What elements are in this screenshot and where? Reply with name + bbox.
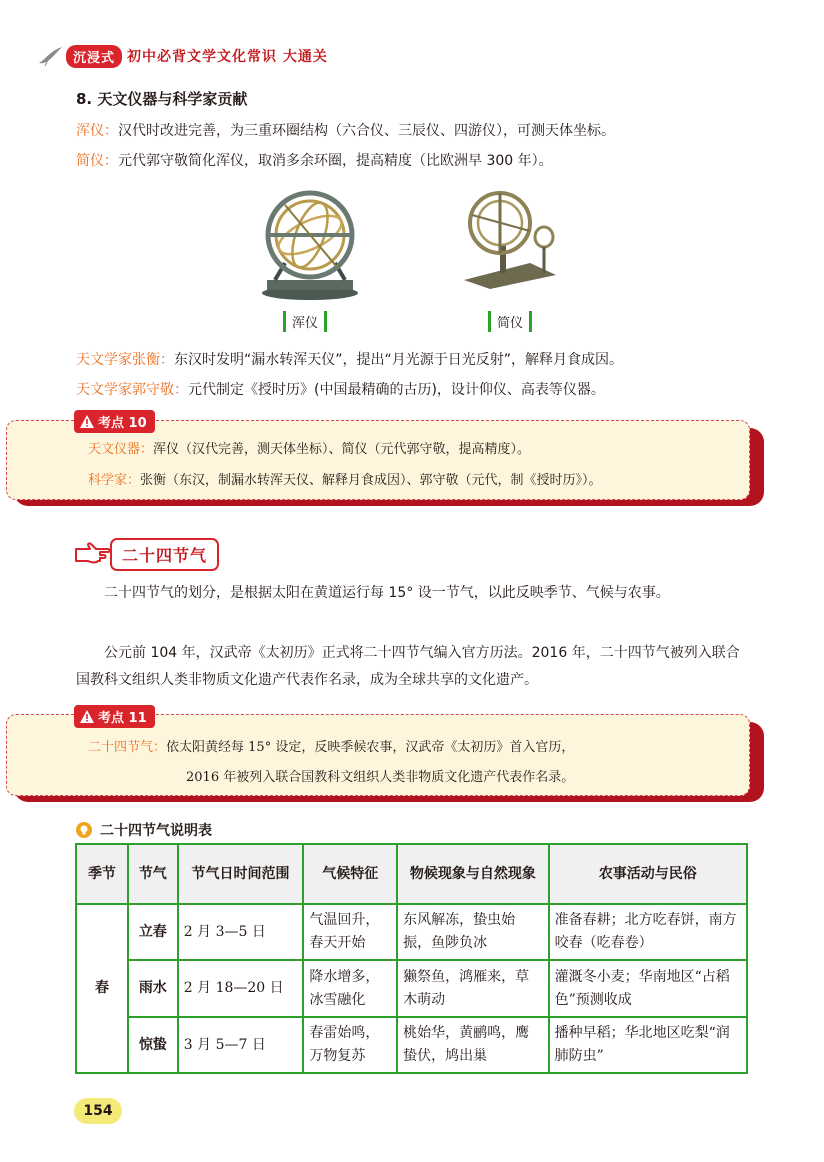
scientist-label: 天文学家张衡： <box>76 352 174 368</box>
climate-cell: 气温回升，春天开始 <box>303 904 397 960</box>
figure-caption: 浑仪 <box>283 311 327 332</box>
date-cell: 3 月 5—7 日 <box>178 1017 304 1073</box>
exam-point-tag <box>74 705 155 728</box>
pointing-hand-icon <box>74 541 110 565</box>
exam-tag-text: 考点 10 <box>98 416 147 431</box>
simplified-armilla-line <box>76 150 553 170</box>
table-row <box>76 904 747 960</box>
section-heading: 二十四节气 <box>110 538 219 571</box>
custom-cell: 准备春耕；北方吃春饼，南方咬春（吃春卷） <box>549 904 747 960</box>
exam-text: 浑仪（汉代完善，测天体坐标）、简仪（元代郭守敬，提高精度）。 <box>153 442 531 457</box>
term-label: 简仪： <box>76 153 118 169</box>
exam-text: 依太阳黄经每 15° 设定，反映季候农事，汉武帝《太初历》首入官历， <box>166 740 575 755</box>
term-cell: 雨水 <box>128 960 178 1017</box>
phenomena-cell: 獭祭鱼，鸿雁来，草木萌动 <box>397 960 549 1017</box>
column-header: 节气 <box>128 844 178 904</box>
table-row <box>76 960 747 1017</box>
paragraph: 公元前 104 年，汉武帝《太初历》正式将二十四节气编入官方历法。2016 年，二十四节气被列入联合国教科文组织人类非物质文化遗产代表作名录，成为全球共享的文化遗产。 <box>76 645 740 688</box>
page-number: 154 <box>74 1098 122 1124</box>
table-title <box>76 820 212 840</box>
warning-icon <box>80 415 94 428</box>
term-text: 元代郭守敬简化浑仪，取消多余环圈，提高精度（比欧洲早 300 年）。 <box>118 153 553 169</box>
term-cell: 立春 <box>128 904 178 960</box>
scientist-line <box>76 379 605 399</box>
armillary-line <box>76 120 615 140</box>
custom-cell: 播种早稻；华北地区吃梨“润肺防虫” <box>549 1017 747 1073</box>
exam-label: 科学家： <box>88 473 141 488</box>
exam-line <box>88 736 574 755</box>
armillary-sphere-icon <box>255 185 365 303</box>
section-title: 8. 天文仪器与科学家贡献 <box>76 90 248 108</box>
term-text: 汉代时改进完善，为三重环圈结构（六合仪、三辰仪、四游仪），可测天体坐标。 <box>118 123 615 139</box>
column-header: 气候特征 <box>303 844 397 904</box>
season-cell: 春 <box>76 904 128 1073</box>
climate-cell: 降水增多，冰雪融化 <box>303 960 397 1017</box>
column-header: 季节 <box>76 844 128 904</box>
phenomena-cell: 东风解冻，蛰虫始振，鱼陟负冰 <box>397 904 549 960</box>
paragraph: 二十四节气的划分，是根据太阳在黄道运行每 15° 设一节气，以此反映季节、气候与农事。 <box>104 585 670 601</box>
table-title-text: 二十四节气说明表 <box>100 823 212 839</box>
exam-line <box>88 438 530 457</box>
column-header: 物候现象与自然现象 <box>397 844 549 904</box>
scientist-label: 天文学家郭守敬： <box>76 382 188 398</box>
brand-badge: 沉浸式 <box>66 45 122 68</box>
lightbulb-icon <box>76 822 92 838</box>
scientist-line <box>76 349 623 369</box>
exam-label: 二十四节气： <box>88 740 167 755</box>
exam-tag-text: 考点 11 <box>98 711 147 726</box>
running-header <box>38 40 328 72</box>
solar-terms-table <box>75 843 748 1074</box>
custom-cell: 灌溉冬小麦；华南地区“占稻色”预测收成 <box>549 960 747 1017</box>
table-row <box>76 1017 747 1073</box>
exam-point-tag <box>74 410 155 433</box>
term-label: 浑仪： <box>76 123 118 139</box>
warning-icon <box>80 710 94 723</box>
series-title: 初中必背文学文化常识 大通关 <box>127 49 328 65</box>
table-header-row <box>76 844 747 904</box>
exam-text: 张衡（东汉，制漏水转浑天仪、解释月食成因）、郭守敬（元代，制《授时历》）。 <box>140 473 602 488</box>
simplified-armilla-icon <box>460 185 560 293</box>
exam-line <box>88 469 602 488</box>
exam-line-continued: 2016 年被列入联合国教科文组织人类非物质文化遗产代表作名录。 <box>186 770 575 785</box>
date-cell: 2 月 3—5 日 <box>178 904 304 960</box>
date-cell: 2 月 18—20 日 <box>178 960 304 1017</box>
crane-logo-icon <box>38 45 64 67</box>
column-header: 节气日时间范围 <box>178 844 304 904</box>
scientist-text: 东汉时发明“漏水转浑天仪”，提出“月光源于日光反射”，解释月食成因。 <box>174 352 624 368</box>
exam-label: 天文仪器： <box>88 442 154 457</box>
column-header: 农事活动与民俗 <box>549 844 747 904</box>
phenomena-cell: 桃始华，黄鹂鸣，鹰蛰伏，鸠出巢 <box>397 1017 549 1073</box>
climate-cell: 春雷始鸣，万物复苏 <box>303 1017 397 1073</box>
term-cell: 惊蛰 <box>128 1017 178 1073</box>
figure-caption: 简仪 <box>488 311 532 332</box>
scientist-text: 元代制定《授时历》(中国最精确的古历)，设计仰仪、高表等仪器。 <box>188 382 605 398</box>
